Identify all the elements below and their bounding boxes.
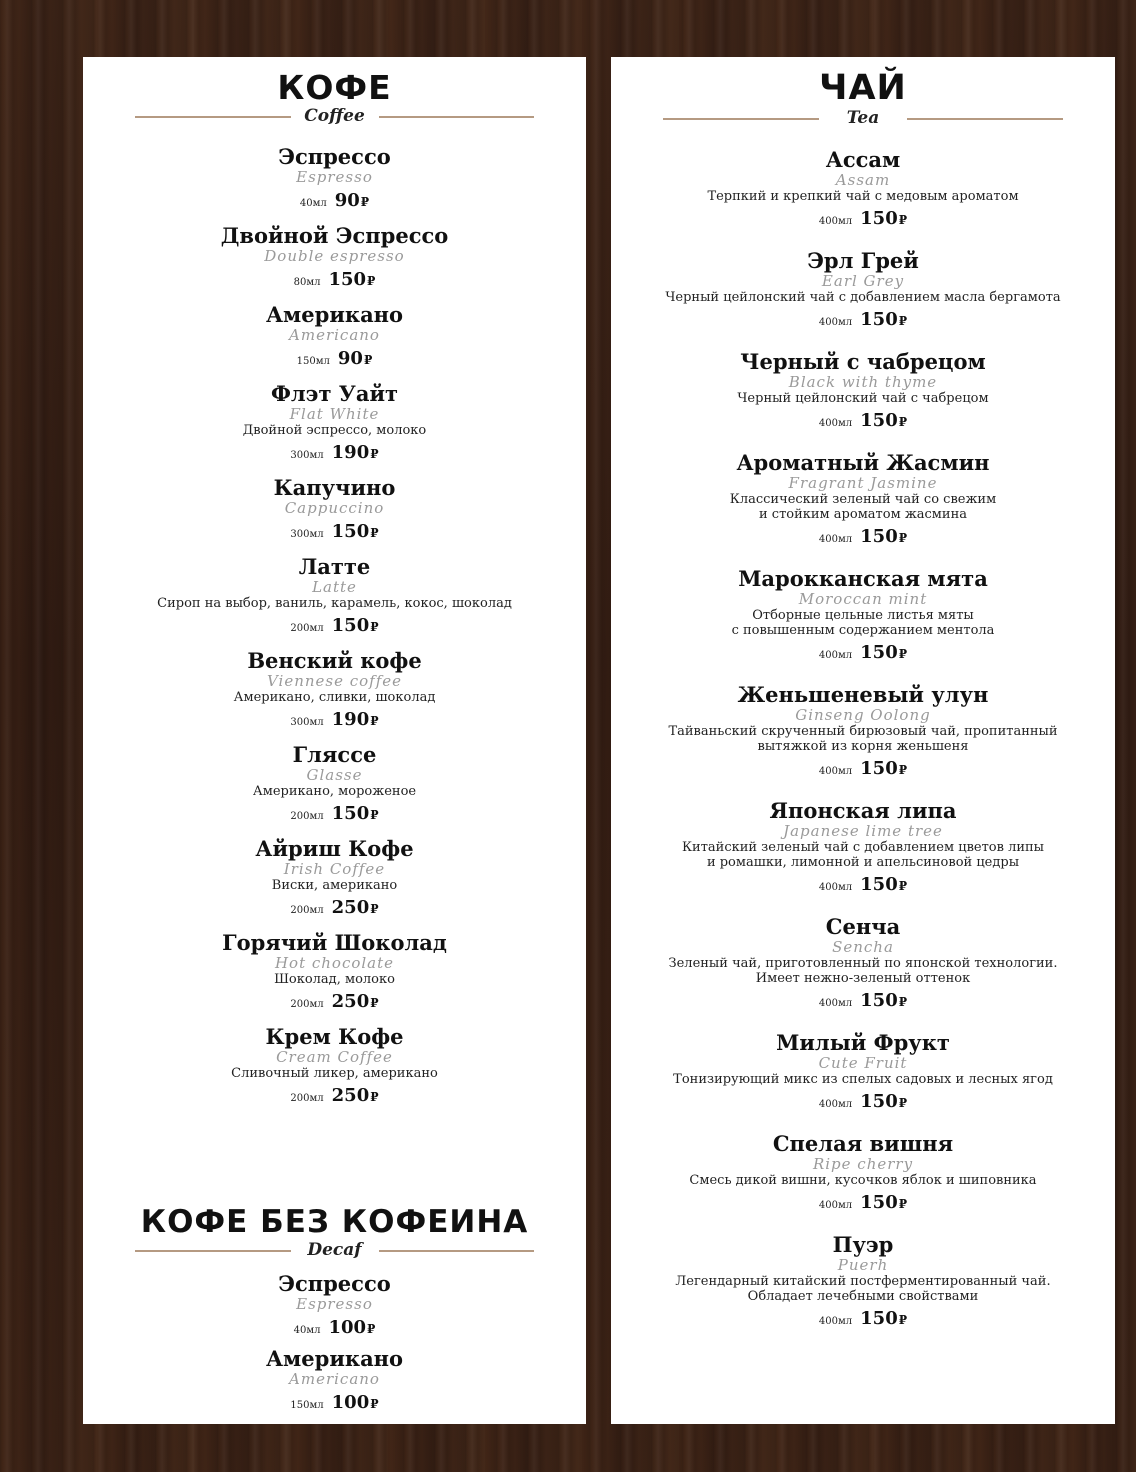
item-volume: 200мл: [290, 999, 324, 1010]
tea-menu-panel: [611, 57, 1115, 1424]
tea-menu-item: [611, 148, 1115, 233]
coffee-menu-item: [83, 224, 586, 294]
item-price: 150: [860, 642, 898, 663]
ruble-sign-icon: ₽: [898, 1096, 908, 1110]
item-price-row: [83, 442, 586, 467]
item-price: 150: [860, 758, 898, 779]
ruble-sign-icon: ₽: [370, 902, 379, 916]
item-price-row: [83, 521, 586, 546]
item-english-name: Puerh: [837, 1256, 889, 1274]
item-volume: 400мл: [818, 1316, 853, 1327]
item-volume: 150мл: [296, 356, 330, 367]
coffee-menu-item: [83, 931, 586, 1016]
item-description: Черный цейлонский чай с чабрецом: [737, 391, 989, 406]
ruble-sign-icon: ₽: [898, 879, 908, 893]
item-english-name: Americano: [289, 326, 380, 344]
ruble-sign-icon: ₽: [898, 763, 908, 777]
item-price-row: [83, 709, 586, 734]
item-price: 100: [328, 1317, 367, 1338]
item-description: Тайваньский скрученный бирюзовый чай, пропитанный вытяжкой из корня женьшеня: [668, 724, 1058, 754]
ruble-sign-icon: ₽: [370, 996, 379, 1010]
coffee-items-list: [83, 145, 586, 1110]
item-price: 150: [860, 208, 898, 229]
item-english-name: Earl Grey: [821, 272, 905, 290]
ruble-sign-icon: ₽: [370, 1090, 379, 1104]
coffee-menu-item: [83, 476, 586, 546]
item-english-name: Cream Coffee: [276, 1048, 393, 1066]
item-description: Смесь дикой вишни, кусочков яблок и шиповника: [689, 1173, 1037, 1188]
item-price-row: [83, 897, 586, 922]
item-price-row: [611, 1192, 1115, 1217]
item-english-name: Viennese coffee: [266, 672, 403, 690]
item-english-name: Black with thyme: [788, 373, 938, 391]
item-price-row: [83, 1392, 586, 1417]
coffee-section-subtitle: Coffee: [304, 106, 365, 126]
tea-menu-item: [611, 350, 1115, 435]
item-description: Черный цейлонский чай с добавлением масла бергамота: [665, 290, 1061, 305]
item-english-name: Latte: [312, 578, 357, 596]
coffee-menu-item: [83, 1025, 586, 1110]
decaf-section-divider: [83, 1240, 586, 1260]
item-english-name: Cappuccino: [284, 499, 385, 517]
item-description: Китайский зеленый чай с добавлением цветов липы и ромашки, лимонной и апельсиновой цедры: [681, 840, 1045, 870]
tea-menu-item: [611, 799, 1115, 899]
item-price-row: [611, 874, 1115, 899]
item-price-row: [611, 758, 1115, 783]
item-name: Венский кофе: [247, 648, 422, 673]
item-price-row: [83, 1317, 586, 1342]
ruble-sign-icon: ₽: [898, 213, 908, 227]
item-price: 90: [337, 348, 363, 369]
item-name: Горячий Шоколад: [222, 930, 447, 955]
coffee-menu-panel: [83, 57, 586, 1424]
item-name: Американо: [265, 1346, 404, 1371]
item-volume: 200мл: [290, 905, 324, 916]
item-price-row: [83, 348, 586, 373]
tea-menu-item: [611, 567, 1115, 667]
ruble-sign-icon: ₽: [898, 1313, 908, 1327]
item-english-name: Double espresso: [264, 247, 405, 265]
item-price: 250: [331, 897, 370, 918]
item-volume: 400мл: [818, 418, 853, 429]
item-description: Виски, американо: [271, 878, 398, 893]
ruble-sign-icon: ₽: [363, 353, 373, 367]
item-description: Сироп на выбор, ваниль, карамель, кокос, шоколад: [157, 596, 512, 611]
item-name: Спелая вишня: [772, 1131, 954, 1156]
item-english-name: Fragrant Jasmine: [788, 474, 938, 492]
tea-menu-item: [611, 1031, 1115, 1116]
item-name: Латте: [298, 554, 371, 579]
item-name: Гляссе: [292, 742, 377, 767]
item-name: Женьшеневый улун: [737, 682, 989, 707]
item-english-name: Irish Coffee: [283, 860, 386, 878]
item-english-name: Sencha: [832, 938, 894, 956]
item-name: Эспрессо: [278, 1271, 391, 1296]
item-price-row: [611, 1091, 1115, 1116]
item-price-row: [83, 803, 586, 828]
decaf-menu-item: [83, 1272, 586, 1342]
ruble-sign-icon: ₽: [898, 314, 908, 328]
ruble-sign-icon: ₽: [898, 647, 908, 661]
item-description: Двойной эспрессо, молоко: [242, 423, 427, 438]
ruble-sign-icon: ₽: [898, 415, 908, 429]
item-english-name: Ginseng Oolong: [795, 706, 931, 724]
item-name: Японская липа: [769, 798, 957, 823]
item-volume: 150мл: [290, 1400, 324, 1411]
coffee-section-divider: [83, 106, 586, 126]
item-price: 150: [860, 1091, 898, 1112]
item-description: Терпкий и крепкий чай с медовым ароматом: [707, 189, 1019, 204]
ruble-sign-icon: ₽: [898, 1197, 908, 1211]
ruble-sign-icon: ₽: [360, 195, 370, 209]
ruble-sign-icon: ₽: [370, 714, 379, 728]
item-price: 190: [331, 709, 370, 730]
item-volume: 200мл: [290, 811, 324, 822]
item-price-row: [611, 642, 1115, 667]
tea-items-list: [611, 148, 1115, 1333]
item-volume: 400мл: [818, 534, 853, 545]
item-description: Американо, сливки, шоколад: [233, 690, 436, 705]
item-volume: 400мл: [818, 1200, 853, 1211]
item-english-name: Cute Fruit: [818, 1054, 908, 1072]
item-english-name: Americano: [289, 1370, 380, 1388]
item-price: 150: [860, 1192, 898, 1213]
coffee-section-title: КОФЕ: [277, 68, 392, 107]
item-price-row: [83, 615, 586, 640]
item-price: 250: [331, 991, 370, 1012]
item-volume: 200мл: [290, 623, 324, 634]
item-price: 250: [331, 1085, 370, 1106]
item-english-name: Hot chocolate: [274, 954, 395, 972]
item-name: Американо: [265, 302, 404, 327]
ruble-sign-icon: ₽: [370, 808, 379, 822]
item-english-name: Assam: [835, 171, 891, 189]
item-volume: 300мл: [290, 529, 324, 540]
item-price-row: [611, 309, 1115, 334]
tea-menu-item: [611, 915, 1115, 1015]
item-english-name: Moroccan mint: [798, 590, 928, 608]
item-volume: 400мл: [818, 766, 853, 777]
item-price-row: [83, 190, 586, 215]
tea-menu-item: [611, 451, 1115, 551]
item-volume: 200мл: [290, 1093, 324, 1104]
item-volume: 40мл: [299, 198, 327, 209]
item-volume: 80мл: [293, 277, 321, 288]
item-name: Пуэр: [832, 1232, 894, 1257]
coffee-menu-item: [83, 649, 586, 734]
coffee-menu-item: [83, 382, 586, 467]
item-name: Двойной Эспрессо: [220, 223, 449, 248]
item-volume: 400мл: [818, 1099, 853, 1110]
item-price: 100: [331, 1392, 370, 1413]
decaf-menu-item: [83, 1347, 586, 1417]
item-price: 150: [860, 410, 898, 431]
item-volume: 400мл: [818, 650, 853, 661]
item-description: Американо, мороженое: [252, 784, 417, 799]
coffee-menu-item: [83, 837, 586, 922]
item-price-row: [611, 1308, 1115, 1333]
item-description: Тонизирующий микс из спелых садовых и лесных ягод: [673, 1072, 1053, 1087]
item-price: 150: [331, 615, 370, 636]
tea-menu-item: [611, 249, 1115, 334]
tea-menu-item: [611, 683, 1115, 783]
item-volume: 400мл: [818, 317, 853, 328]
item-english-name: Espresso: [296, 168, 373, 186]
item-name: Крем Кофе: [265, 1024, 404, 1049]
item-price-row: [83, 1085, 586, 1110]
coffee-section-header: [83, 68, 586, 126]
item-name: Ассам: [825, 147, 901, 172]
item-price: 90: [334, 190, 360, 211]
item-english-name: Japanese lime tree: [783, 822, 943, 840]
item-description: Сливочный ликер, американо: [231, 1066, 438, 1081]
decaf-section-title: КОФЕ БЕЗ КОФЕИНА: [140, 1204, 529, 1240]
decaf-section-header: [83, 1204, 586, 1260]
item-description: Классический зеленый чай со свежим и стойким ароматом жасмина: [729, 492, 997, 522]
item-volume: 400мл: [818, 998, 853, 1009]
item-name: Милый Фрукт: [776, 1030, 950, 1055]
item-description: Зеленый чай, приготовленный по японской технологии. Имеет нежно-зеленый оттенок: [668, 956, 1058, 986]
item-price: 150: [860, 526, 898, 547]
item-name: Флэт Уайт: [270, 381, 399, 406]
coffee-menu-item: [83, 555, 586, 640]
ruble-sign-icon: ₽: [370, 526, 379, 540]
item-price: 150: [860, 990, 898, 1011]
item-price: 150: [860, 309, 898, 330]
item-name: Ароматный Жасмин: [736, 450, 990, 475]
ruble-sign-icon: ₽: [367, 1322, 376, 1336]
item-volume: 40мл: [293, 1325, 321, 1336]
item-english-name: Espresso: [296, 1295, 373, 1313]
item-name: Черный с чабрецом: [740, 349, 986, 374]
ruble-sign-icon: ₽: [898, 531, 908, 545]
item-description: Отборные цельные листья мяты с повышенным содержанием ментола: [731, 608, 995, 638]
ruble-sign-icon: ₽: [898, 995, 908, 1009]
item-price: 150: [860, 1308, 898, 1329]
decaf-items-list: [83, 1272, 586, 1417]
coffee-menu-item: [83, 303, 586, 373]
item-price-row: [611, 526, 1115, 551]
item-volume: 400мл: [818, 882, 853, 893]
item-price-row: [83, 269, 586, 294]
item-name: Эрл Грей: [807, 248, 919, 273]
item-volume: 300мл: [290, 717, 324, 728]
item-name: Капучино: [273, 475, 396, 500]
ruble-sign-icon: ₽: [370, 447, 379, 461]
item-price-row: [611, 208, 1115, 233]
tea-section-header: [611, 68, 1115, 128]
item-volume: 400мл: [818, 216, 853, 227]
item-price-row: [611, 990, 1115, 1015]
item-volume: 300мл: [290, 450, 324, 461]
item-price: 150: [331, 521, 370, 542]
item-english-name: Ripe cherry: [812, 1155, 914, 1173]
item-price: 190: [331, 442, 370, 463]
ruble-sign-icon: ₽: [367, 274, 376, 288]
item-price: 150: [328, 269, 367, 290]
tea-section-subtitle: Tea: [846, 108, 880, 128]
item-description: Шоколад, молоко: [274, 972, 395, 987]
item-english-name: Flat White: [289, 405, 380, 423]
coffee-menu-item: [83, 145, 586, 215]
ruble-sign-icon: ₽: [370, 620, 379, 634]
item-price: 150: [331, 803, 370, 824]
item-description: Легендарный китайский постферментированный чай. Обладает лечебными свойствами: [675, 1274, 1051, 1304]
tea-menu-item: [611, 1233, 1115, 1333]
item-price-row: [611, 410, 1115, 435]
decaf-section-subtitle: Decaf: [307, 1240, 362, 1260]
item-name: Марокканская мята: [738, 566, 988, 591]
item-price-row: [83, 991, 586, 1016]
item-name: Сенча: [825, 914, 901, 939]
tea-section-title: ЧАЙ: [819, 68, 907, 108]
coffee-menu-item: [83, 743, 586, 828]
tea-menu-item: [611, 1132, 1115, 1217]
item-name: Айриш Кофе: [255, 836, 414, 861]
tea-section-divider: [611, 108, 1115, 128]
item-english-name: Glasse: [306, 766, 363, 784]
item-price: 150: [860, 874, 898, 895]
item-name: Эспрессо: [278, 144, 391, 169]
ruble-sign-icon: ₽: [370, 1397, 379, 1411]
